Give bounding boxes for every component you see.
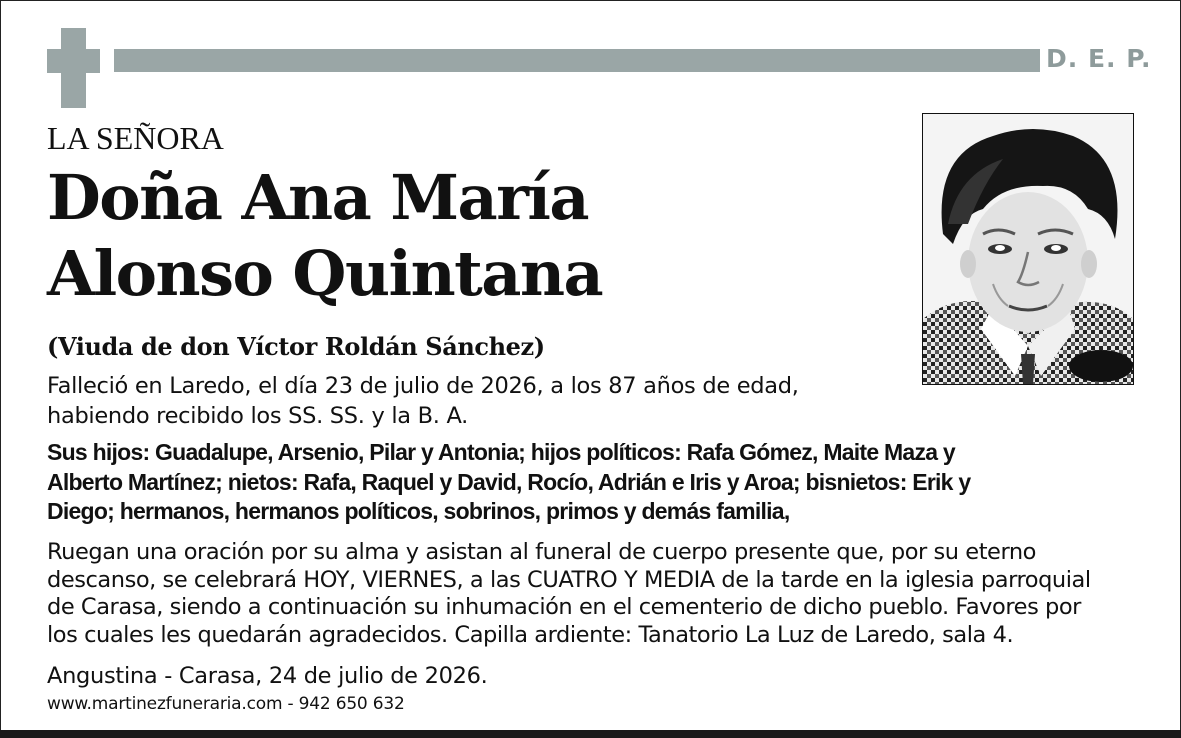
dep-label: D. E. P. [1046, 44, 1152, 73]
prayer-line: de Carasa, siendo a continuación su inhumación en el cementerio de dicho pueblo. Favores por [47, 594, 1081, 620]
header-rule [114, 49, 1040, 72]
prayer-line: los cuales les quedarán agradecidos. Capilla ardiente: Tanatorio La Luz de Laredo, sala 4. [47, 621, 1014, 648]
deceased-name [47, 160, 602, 312]
portrait-image [923, 114, 1133, 384]
family-list [47, 438, 1142, 527]
bottom-rule [0, 730, 1181, 738]
family-line: Alberto Martínez; nietos: Rafa, Raquel y David, Rocío, Adrián e Iris y Aroa; bisnietos: Erik y [47, 468, 971, 495]
title-prefix: LA SEÑORA [47, 120, 224, 156]
death-notice [47, 371, 907, 431]
family-line: Sus hijos: Guadalupe, Arsenio, Pilar y Antonia; hijos políticos: Rafa Gómez, Maite Maza y [47, 439, 955, 465]
portrait-photo [922, 113, 1134, 385]
place-date: Angustina - Carasa, 24 de julio de 2026. [47, 663, 488, 689]
name-line-1: Doña Ana María [47, 161, 589, 234]
death-line: habiendo recibido los SS. SS. y la B. A. [47, 403, 469, 429]
funeral-details [47, 539, 1147, 649]
prayer-line: descanso, se celebrará HOY, VIERNES, a las CUATRO Y MEDIA de la tarde en la iglesia parroquial [47, 566, 1091, 593]
funeral-home-contact: www.martinezfuneraria.com - 942 650 632 [47, 694, 405, 714]
death-line: Falleció en Laredo, el día 23 de julio de 2026, a los 87 años de edad, [47, 373, 799, 399]
name-line-2: Alonso Quintana [47, 237, 603, 310]
prayer-line: Ruegan una oración por su alma y asistan al funeral de cuerpo presente que, por su eterno [47, 539, 1036, 565]
widow-note: (Viuda de don Víctor Roldán Sánchez) [47, 332, 545, 361]
cross-icon [47, 28, 100, 108]
family-line: Diego; hermanos, hermanos políticos, sobrinos, primos y demás familia, [47, 498, 790, 524]
